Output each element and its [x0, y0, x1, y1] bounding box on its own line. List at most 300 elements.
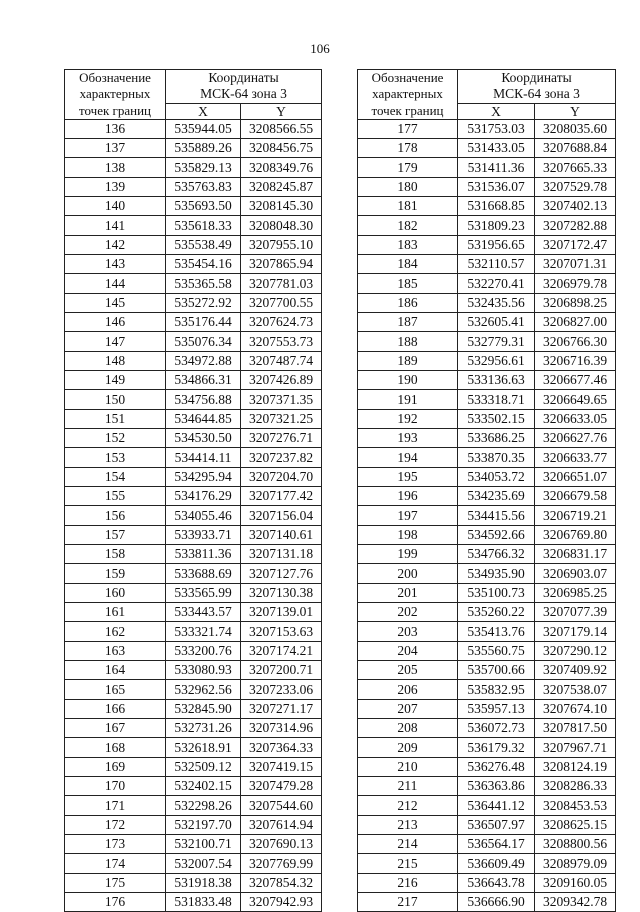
- point-number-cell: 142: [65, 235, 166, 254]
- point-number-cell: 156: [65, 506, 166, 525]
- y-coordinate-cell: 3207204.70: [241, 467, 322, 486]
- y-coordinate-cell: 3206769.80: [535, 525, 616, 544]
- x-coordinate-cell: 533565.99: [166, 583, 241, 602]
- table-row: [358, 815, 616, 834]
- point-number-cell: 173: [65, 834, 166, 853]
- y-coordinate-cell: 3207553.73: [241, 332, 322, 351]
- table-row: [358, 583, 616, 602]
- x-coordinate-cell: 535700.66: [458, 660, 535, 679]
- point-number-cell: 137: [65, 139, 166, 158]
- point-number-cell: 200: [358, 564, 458, 583]
- y-coordinate-cell: 3207942.93: [241, 892, 322, 911]
- x-coordinate-cell: 533933.71: [166, 525, 241, 544]
- table-row: [358, 274, 616, 293]
- x-coordinate-cell: 532110.57: [458, 255, 535, 274]
- table-row: [65, 119, 322, 138]
- point-number-cell: 163: [65, 641, 166, 660]
- table-row: [65, 641, 322, 660]
- table-row: [65, 255, 322, 274]
- y-coordinate-cell: 3208048.30: [241, 216, 322, 235]
- point-number-cell: 213: [358, 815, 458, 834]
- table-row: [358, 564, 616, 583]
- point-number-cell: 198: [358, 525, 458, 544]
- y-coordinate-cell: 3207674.10: [535, 699, 616, 718]
- point-number-cell: 136: [65, 119, 166, 138]
- y-coordinate-cell: 3206719.21: [535, 506, 616, 525]
- table-row: [358, 602, 616, 621]
- table-row: [358, 158, 616, 177]
- table-row: [358, 718, 616, 737]
- y-coordinate-cell: 3207276.71: [241, 429, 322, 448]
- point-number-cell: 141: [65, 216, 166, 235]
- table-row: [358, 796, 616, 815]
- x-coordinate-cell: 533686.25: [458, 429, 535, 448]
- table-row: [65, 139, 322, 158]
- x-coordinate-cell: 531833.48: [166, 892, 241, 911]
- y-coordinate-cell: 3206716.39: [535, 351, 616, 370]
- x-coordinate-cell: 533080.93: [166, 660, 241, 679]
- point-number-cell: 158: [65, 544, 166, 563]
- point-number-cell: 160: [65, 583, 166, 602]
- point-number-cell: 215: [358, 854, 458, 873]
- y-coordinate-cell: 3208035.60: [535, 119, 616, 138]
- table-row: [65, 197, 322, 216]
- y-coordinate-cell: 3207237.82: [241, 448, 322, 467]
- point-number-cell: 183: [358, 235, 458, 254]
- y-coordinate-cell: 3207156.04: [241, 506, 322, 525]
- x-coordinate-cell: 533811.36: [166, 544, 241, 563]
- table-row: [65, 371, 322, 390]
- table-row: [65, 738, 322, 757]
- x-coordinate-cell: 536564.17: [458, 834, 535, 853]
- point-number-cell: 191: [358, 390, 458, 409]
- coordinates-header-line1: Координаты: [501, 70, 572, 86]
- x-coordinate-cell: 534756.88: [166, 390, 241, 409]
- y-coordinate-cell: 3207769.99: [241, 854, 322, 873]
- point-number-cell: 208: [358, 718, 458, 737]
- y-coordinate-cell: 3207140.61: [241, 525, 322, 544]
- y-coordinate-cell: 3207487.74: [241, 351, 322, 370]
- table-row: [358, 757, 616, 776]
- x-coordinate-cell: 533136.63: [458, 371, 535, 390]
- x-coordinate-cell: 532402.15: [166, 776, 241, 795]
- y-coordinate-cell: 3207177.42: [241, 486, 322, 505]
- y-coordinate-cell: 3207479.28: [241, 776, 322, 795]
- point-number-cell: 171: [65, 796, 166, 815]
- y-coordinate-cell: 3207321.25: [241, 409, 322, 428]
- x-coordinate-cell: 532197.70: [166, 815, 241, 834]
- x-coordinate-cell: 536507.97: [458, 815, 535, 834]
- table-row: [65, 525, 322, 544]
- y-coordinate-cell: 3207781.03: [241, 274, 322, 293]
- table-row: [65, 660, 322, 679]
- y-coordinate-cell: 3206903.07: [535, 564, 616, 583]
- y-coordinate-cell: 3206633.77: [535, 448, 616, 467]
- point-number-cell: 184: [358, 255, 458, 274]
- x-coordinate-cell: 533870.35: [458, 448, 535, 467]
- point-number-cell: 209: [358, 738, 458, 757]
- table-row: [358, 506, 616, 525]
- x-coordinate-cell: 535832.95: [458, 680, 535, 699]
- table-row: [358, 544, 616, 563]
- point-number-cell: 168: [65, 738, 166, 757]
- table-row: [358, 351, 616, 370]
- x-coordinate-cell: 535618.33: [166, 216, 241, 235]
- x-coordinate-cell: 533318.71: [458, 390, 535, 409]
- point-number-cell: 181: [358, 197, 458, 216]
- x-coordinate-cell: 532731.26: [166, 718, 241, 737]
- y-coordinate-cell: 3206766.30: [535, 332, 616, 351]
- table-row: [65, 892, 322, 911]
- page-number: 106: [310, 41, 330, 56]
- point-number-cell: 166: [65, 699, 166, 718]
- coordinates-table-right: [357, 69, 616, 912]
- y-coordinate-cell: 3207419.15: [241, 757, 322, 776]
- table-row: [65, 815, 322, 834]
- table-row: [358, 197, 616, 216]
- point-number-cell: 178: [358, 139, 458, 158]
- table-row: [65, 448, 322, 467]
- x-coordinate-cell: 534055.46: [166, 506, 241, 525]
- table-row: [358, 873, 616, 892]
- y-coordinate-cell: 3207865.94: [241, 255, 322, 274]
- table-row: [65, 506, 322, 525]
- x-coordinate-cell: 536363.86: [458, 776, 535, 795]
- table-row: [65, 854, 322, 873]
- designation-header: Обозначение характерных точек границ: [65, 70, 166, 120]
- table-row: [65, 873, 322, 892]
- x-coordinate-cell: 536276.48: [458, 757, 535, 776]
- point-number-cell: 199: [358, 544, 458, 563]
- x-coordinate-cell: 532605.41: [458, 313, 535, 332]
- x-coordinate-cell: 535889.26: [166, 139, 241, 158]
- coordinates-header-line2: МСК-64 зона 3: [493, 86, 580, 102]
- x-coordinate-cell: 534866.31: [166, 371, 241, 390]
- x-coordinate-cell: 535829.13: [166, 158, 241, 177]
- y-coordinate-cell: 3207665.33: [535, 158, 616, 177]
- table-row: [358, 738, 616, 757]
- y-header: Y: [241, 103, 322, 119]
- x-coordinate-cell: 534053.72: [458, 467, 535, 486]
- point-number-cell: 187: [358, 313, 458, 332]
- x-coordinate-cell: 531668.85: [458, 197, 535, 216]
- point-number-cell: 205: [358, 660, 458, 679]
- point-number-cell: 149: [65, 371, 166, 390]
- table-row: [65, 796, 322, 815]
- point-number-cell: 151: [65, 409, 166, 428]
- table-row: [358, 660, 616, 679]
- point-number-cell: 207: [358, 699, 458, 718]
- y-coordinate-cell: 3207200.71: [241, 660, 322, 679]
- y-coordinate-cell: 3206831.17: [535, 544, 616, 563]
- x-coordinate-cell: 534644.85: [166, 409, 241, 428]
- x-coordinate-cell: 531411.36: [458, 158, 535, 177]
- point-number-cell: 161: [65, 602, 166, 621]
- table-row: [358, 641, 616, 660]
- y-coordinate-cell: 3208979.09: [535, 854, 616, 873]
- point-number-cell: 143: [65, 255, 166, 274]
- y-coordinate-cell: 3206651.07: [535, 467, 616, 486]
- table-row: [358, 313, 616, 332]
- table-row: [65, 429, 322, 448]
- point-number-cell: 193: [358, 429, 458, 448]
- y-coordinate-cell: 3207153.63: [241, 622, 322, 641]
- point-number-cell: 216: [358, 873, 458, 892]
- table-row: [65, 332, 322, 351]
- table-row: [358, 525, 616, 544]
- point-number-cell: 206: [358, 680, 458, 699]
- table-row: [358, 235, 616, 254]
- y-coordinate-cell: 3207614.94: [241, 815, 322, 834]
- y-coordinate-cell: 3208453.53: [535, 796, 616, 815]
- table-row: [358, 834, 616, 853]
- x-coordinate-cell: 531433.05: [458, 139, 535, 158]
- table-row: [65, 177, 322, 196]
- x-coordinate-cell: 532845.90: [166, 699, 241, 718]
- table-row: [358, 776, 616, 795]
- y-coordinate-cell: 3207529.78: [535, 177, 616, 196]
- x-coordinate-cell: 536643.78: [458, 873, 535, 892]
- point-number-cell: 138: [65, 158, 166, 177]
- y-coordinate-cell: 3208124.19: [535, 757, 616, 776]
- point-number-cell: 211: [358, 776, 458, 795]
- table-row: [358, 409, 616, 428]
- y-coordinate-cell: 3208566.55: [241, 119, 322, 138]
- x-coordinate-cell: 531753.03: [458, 119, 535, 138]
- y-coordinate-cell: 3207130.38: [241, 583, 322, 602]
- table-row: [65, 293, 322, 312]
- table-row: [65, 313, 322, 332]
- table-row: [358, 448, 616, 467]
- point-number-cell: 146: [65, 313, 166, 332]
- x-coordinate-cell: 535560.75: [458, 641, 535, 660]
- y-coordinate-cell: 3207174.21: [241, 641, 322, 660]
- point-number-cell: 153: [65, 448, 166, 467]
- x-coordinate-cell: 534592.66: [458, 525, 535, 544]
- point-number-cell: 179: [358, 158, 458, 177]
- x-coordinate-cell: 534176.29: [166, 486, 241, 505]
- x-coordinate-cell: 531536.07: [458, 177, 535, 196]
- table-row: [65, 390, 322, 409]
- x-coordinate-cell: 535957.13: [458, 699, 535, 718]
- table-row: [65, 583, 322, 602]
- x-coordinate-cell: 532509.12: [166, 757, 241, 776]
- x-coordinate-cell: 535272.92: [166, 293, 241, 312]
- table-row: [65, 757, 322, 776]
- table-row: [65, 216, 322, 235]
- table-row: [358, 699, 616, 718]
- point-number-cell: 197: [358, 506, 458, 525]
- y-coordinate-cell: 3208625.15: [535, 815, 616, 834]
- point-number-cell: 167: [65, 718, 166, 737]
- y-coordinate-cell: 3207402.13: [535, 197, 616, 216]
- x-coordinate-cell: 535260.22: [458, 602, 535, 621]
- table-body-left: [65, 119, 322, 911]
- y-coordinate-cell: 3207690.13: [241, 834, 322, 853]
- y-coordinate-cell: 3207071.31: [535, 255, 616, 274]
- y-coordinate-cell: 3207544.60: [241, 796, 322, 815]
- point-number-cell: 174: [65, 854, 166, 873]
- table-row: [358, 892, 616, 911]
- x-coordinate-cell: 532618.91: [166, 738, 241, 757]
- table-row: [65, 622, 322, 641]
- point-number-cell: 155: [65, 486, 166, 505]
- y-coordinate-cell: 3208286.33: [535, 776, 616, 795]
- point-number-cell: 210: [358, 757, 458, 776]
- point-number-cell: 202: [358, 602, 458, 621]
- table-row: [358, 177, 616, 196]
- point-number-cell: 176: [65, 892, 166, 911]
- point-number-cell: 186: [358, 293, 458, 312]
- y-coordinate-cell: 3206898.25: [535, 293, 616, 312]
- y-coordinate-cell: 3207131.18: [241, 544, 322, 563]
- y-coordinate-cell: 3207139.01: [241, 602, 322, 621]
- x-coordinate-cell: 534972.88: [166, 351, 241, 370]
- x-coordinate-cell: 535413.76: [458, 622, 535, 641]
- point-number-cell: 180: [358, 177, 458, 196]
- y-coordinate-cell: 3207172.47: [535, 235, 616, 254]
- y-coordinate-cell: 3207967.71: [535, 738, 616, 757]
- x-coordinate-cell: 535076.34: [166, 332, 241, 351]
- y-coordinate-cell: 3208456.75: [241, 139, 322, 158]
- table-row: [65, 158, 322, 177]
- point-number-cell: 182: [358, 216, 458, 235]
- table-row: [65, 467, 322, 486]
- point-number-cell: 152: [65, 429, 166, 448]
- x-coordinate-cell: 535365.58: [166, 274, 241, 293]
- x-coordinate-cell: 536179.32: [458, 738, 535, 757]
- x-coordinate-cell: 531918.38: [166, 873, 241, 892]
- y-coordinate-cell: 3206649.65: [535, 390, 616, 409]
- y-header: Y: [535, 103, 616, 119]
- point-number-cell: 159: [65, 564, 166, 583]
- x-coordinate-cell: 536072.73: [458, 718, 535, 737]
- x-coordinate-cell: 534415.56: [458, 506, 535, 525]
- table-row: [65, 834, 322, 853]
- point-number-cell: 214: [358, 834, 458, 853]
- table-row: [65, 680, 322, 699]
- x-coordinate-cell: 536609.49: [458, 854, 535, 873]
- y-coordinate-cell: 3207955.10: [241, 235, 322, 254]
- table-row: [358, 854, 616, 873]
- y-coordinate-cell: 3207314.96: [241, 718, 322, 737]
- table-row: [358, 680, 616, 699]
- point-number-cell: 203: [358, 622, 458, 641]
- x-header: X: [458, 103, 535, 119]
- x-coordinate-cell: 535538.49: [166, 235, 241, 254]
- point-number-cell: 154: [65, 467, 166, 486]
- point-number-cell: 157: [65, 525, 166, 544]
- x-coordinate-cell: 533321.74: [166, 622, 241, 641]
- x-coordinate-cell: 535176.44: [166, 313, 241, 332]
- y-coordinate-cell: 3209160.05: [535, 873, 616, 892]
- table-row: [358, 371, 616, 390]
- x-coordinate-cell: 535944.05: [166, 119, 241, 138]
- point-number-cell: 165: [65, 680, 166, 699]
- y-coordinate-cell: 3208245.87: [241, 177, 322, 196]
- table-row: [358, 255, 616, 274]
- y-coordinate-cell: 3206679.58: [535, 486, 616, 505]
- x-coordinate-cell: 532298.26: [166, 796, 241, 815]
- y-coordinate-cell: 3207688.84: [535, 139, 616, 158]
- table-row: [65, 718, 322, 737]
- point-number-cell: 169: [65, 757, 166, 776]
- y-coordinate-cell: 3206633.05: [535, 409, 616, 428]
- designation-header: Обозначение характерных точек границ: [358, 70, 458, 120]
- table-row: [358, 429, 616, 448]
- x-coordinate-cell: 532270.41: [458, 274, 535, 293]
- y-coordinate-cell: 3207624.73: [241, 313, 322, 332]
- table-row: [65, 274, 322, 293]
- x-header: X: [166, 103, 241, 119]
- y-coordinate-cell: 3206827.00: [535, 313, 616, 332]
- point-number-cell: 194: [358, 448, 458, 467]
- table-row: [65, 486, 322, 505]
- point-number-cell: 185: [358, 274, 458, 293]
- x-coordinate-cell: 533688.69: [166, 564, 241, 583]
- point-number-cell: 164: [65, 660, 166, 679]
- x-coordinate-cell: 533502.15: [458, 409, 535, 428]
- x-coordinate-cell: 532779.31: [458, 332, 535, 351]
- x-coordinate-cell: 533443.57: [166, 602, 241, 621]
- point-number-cell: 204: [358, 641, 458, 660]
- table-row: [358, 467, 616, 486]
- point-number-cell: 162: [65, 622, 166, 641]
- point-number-cell: 170: [65, 776, 166, 795]
- x-coordinate-cell: 532007.54: [166, 854, 241, 873]
- y-coordinate-cell: 3207364.33: [241, 738, 322, 757]
- x-coordinate-cell: 534530.50: [166, 429, 241, 448]
- y-coordinate-cell: 3209342.78: [535, 892, 616, 911]
- point-number-cell: 201: [358, 583, 458, 602]
- x-coordinate-cell: 534766.32: [458, 544, 535, 563]
- x-coordinate-cell: 536666.90: [458, 892, 535, 911]
- y-coordinate-cell: 3207271.17: [241, 699, 322, 718]
- point-number-cell: 140: [65, 197, 166, 216]
- point-number-cell: 196: [358, 486, 458, 505]
- y-coordinate-cell: 3206677.46: [535, 371, 616, 390]
- point-number-cell: 217: [358, 892, 458, 911]
- y-coordinate-cell: 3208349.76: [241, 158, 322, 177]
- table-row: [358, 293, 616, 312]
- point-number-cell: 188: [358, 332, 458, 351]
- x-coordinate-cell: 536441.12: [458, 796, 535, 815]
- table-row: [358, 622, 616, 641]
- table-row: [358, 390, 616, 409]
- point-number-cell: 175: [65, 873, 166, 892]
- coordinates-table-left: [64, 69, 322, 912]
- x-coordinate-cell: 534414.11: [166, 448, 241, 467]
- coordinates-header-line2: МСК-64 зона 3: [200, 86, 287, 102]
- table-row: [65, 351, 322, 370]
- point-number-cell: 190: [358, 371, 458, 390]
- point-number-cell: 172: [65, 815, 166, 834]
- table-row: [358, 332, 616, 351]
- table-row: [65, 699, 322, 718]
- table-body-right: [358, 119, 616, 911]
- x-coordinate-cell: 531956.65: [458, 235, 535, 254]
- point-number-cell: 148: [65, 351, 166, 370]
- point-number-cell: 189: [358, 351, 458, 370]
- x-coordinate-cell: 532100.71: [166, 834, 241, 853]
- table-row: [358, 119, 616, 138]
- table-row: [65, 235, 322, 254]
- point-number-cell: 212: [358, 796, 458, 815]
- x-coordinate-cell: 532962.56: [166, 680, 241, 699]
- y-coordinate-cell: 3207371.35: [241, 390, 322, 409]
- y-coordinate-cell: 3206627.76: [535, 429, 616, 448]
- point-number-cell: 144: [65, 274, 166, 293]
